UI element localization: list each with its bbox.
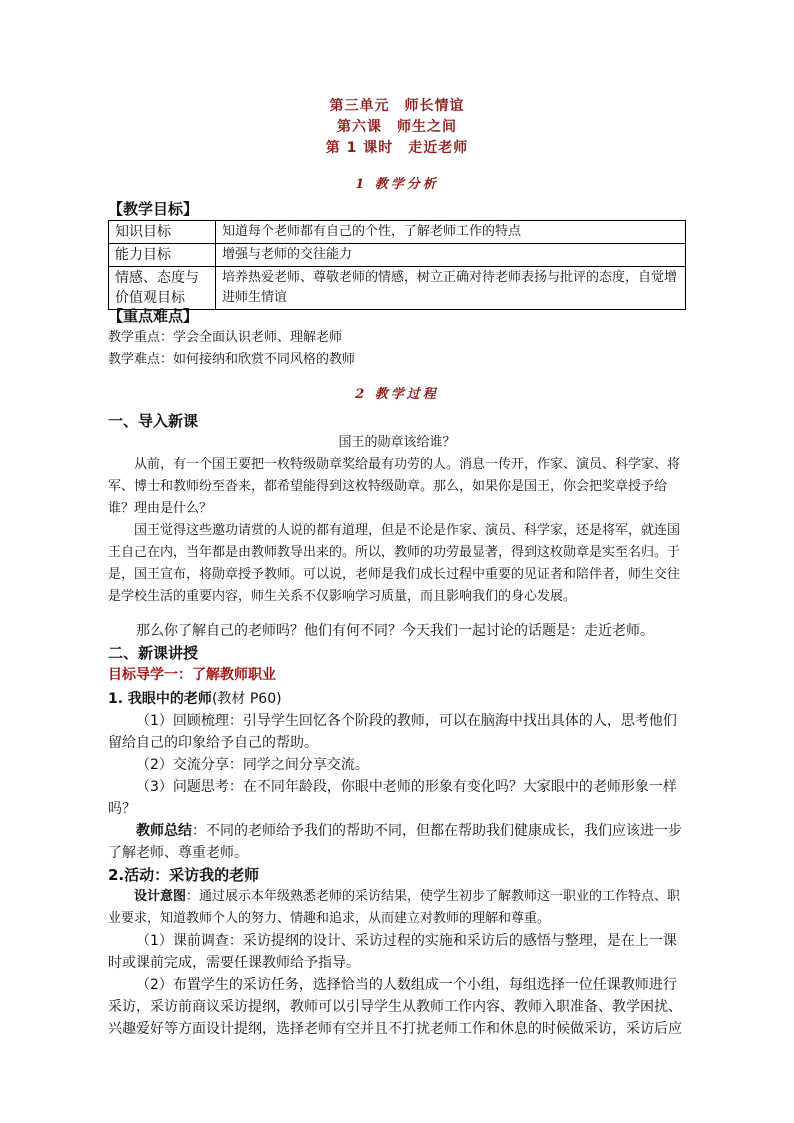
- textbook-reference: (教材 P60): [211, 691, 282, 707]
- title-block: [0, 96, 794, 159]
- unit-title: 第三单元 师长情谊: [329, 98, 465, 114]
- teacher-summary: [108, 820, 686, 864]
- period-title: 第 1 课时 走近老师: [325, 140, 469, 156]
- summary-label: 教师总结: [136, 823, 192, 839]
- objective-key: 知识目标: [109, 221, 216, 244]
- table-row: [109, 221, 686, 244]
- intro-paragraph-1: 从前，有一个国王要把一枚特级勋章奖给最有功劳的人。消息一传开，作家、演员、科学家、将军、博士和教师纷至沓来，都希望能得到这枚特级勋章。那么，如果你是国王，你会把奖章授予给谁？理由是什么？: [108, 457, 681, 516]
- intro-paragraph-3: 那么你了解自己的老师吗？他们有何不同？今天我们一起讨论的话题是：走近老师。: [136, 623, 654, 639]
- objective-key: 能力目标: [109, 244, 216, 267]
- subsection-2-title: 2.活动：采访我的老师: [108, 866, 260, 884]
- subsection-1-title: [108, 688, 686, 710]
- subsection-1-label: 1. 我眼中的老师: [108, 691, 212, 707]
- objective-value: 培养热爱老师、尊敬老师的情感，树立正确对待老师表扬与批评的态度，自觉增进师生情谊: [216, 267, 686, 310]
- part2-heading: 二、新课讲授: [108, 644, 199, 662]
- step-question: （3）问题思考：在不同年龄段，你眼中老师的形象有变化吗？大家眼中的老师形象一样吗？: [108, 779, 677, 817]
- objective-value: 知道每个老师都有自己的个性，了解老师工作的特点: [216, 221, 686, 244]
- table-row: [109, 267, 686, 310]
- teaching-difficulty: 教学难点：如何接纳和欣赏不同风格的教师: [108, 352, 356, 367]
- objective-value: 增强与老师的交往能力: [216, 244, 686, 267]
- section-heading-process: 2 教学过程: [355, 387, 439, 402]
- objective-key: 情感、态度与价值观目标: [109, 267, 216, 310]
- design-intent: [108, 886, 686, 930]
- part1-heading: 一、导入新课: [108, 412, 199, 430]
- goal-heading-1: 目标导学一：了解教师职业: [108, 667, 276, 683]
- summary-text: ：不同的老师给予我们的帮助不同，但都在帮助我们健康成长，我们应该进一步了解老师、尊重老师。: [108, 823, 682, 861]
- teaching-focus: 教学重点：学会全面认识老师、理解老师: [108, 330, 343, 345]
- step-review: （1）回顾梳理：引导学生回忆各个阶段的教师，可以在脑海中找出具体的人，思考他们留给自己的印象给予自己的帮助。: [108, 713, 677, 751]
- table-row: [109, 244, 686, 267]
- step-share: （2）交流分享：同学之间分享交流。: [136, 757, 369, 773]
- objectives-table: [108, 220, 686, 310]
- objectives-heading: 【教学目标】: [108, 200, 199, 218]
- activity-step-2: （2）布置学生的采访任务，选择恰当的人数组成一个小组，每组选择一位任课教师进行采访，采访前商议采访提纲，教师可以引导学生从教师工作内容、教师入职准备、教学困扰、兴趣爱好等方面设计提纲，选择老师有空并且不打扰老师工作和休息的时候做采访，采访后应: [108, 977, 682, 1037]
- lesson-title: 第六课 师生之间: [337, 119, 457, 135]
- design-text: ：通过展示本年级熟悉老师的采访结果，使学生初步了解教师这一职业的工作特点、职业要求，知道教师个人的努力、情趣和追求，从而建立对教师的理解和尊重。: [108, 889, 681, 926]
- story-title: 国王的勋章该给谁？: [338, 435, 456, 450]
- section-heading-analysis: 1 教学分析: [355, 177, 439, 192]
- keypoints-heading: 【重点难点】: [108, 307, 199, 325]
- design-label: 设计意图: [134, 889, 187, 904]
- intro-paragraph-2: 国王觉得这些邀功请赏的人说的都有道理，但是不论是作家、演员、科学家，还是将军，就连国王自己在内，当年都是由教师教导出来的。所以，教师的功劳最显著，得到这枚勋章是实至名归。于是，国王宣布，将勋章授予教师。可以说，老师是我们成长过程中重要的见证者和陪伴者，师生交往是学校生活的重要内容，师生关系不仅影响学习质量，而且影响我们的身心发展。: [108, 523, 681, 604]
- activity-step-1: （1）课前调查：采访提纲的设计、采访过程的实施和采访后的感悟与整理，是在上一课时或课前完成，需要任课教师给予指导。: [108, 933, 677, 971]
